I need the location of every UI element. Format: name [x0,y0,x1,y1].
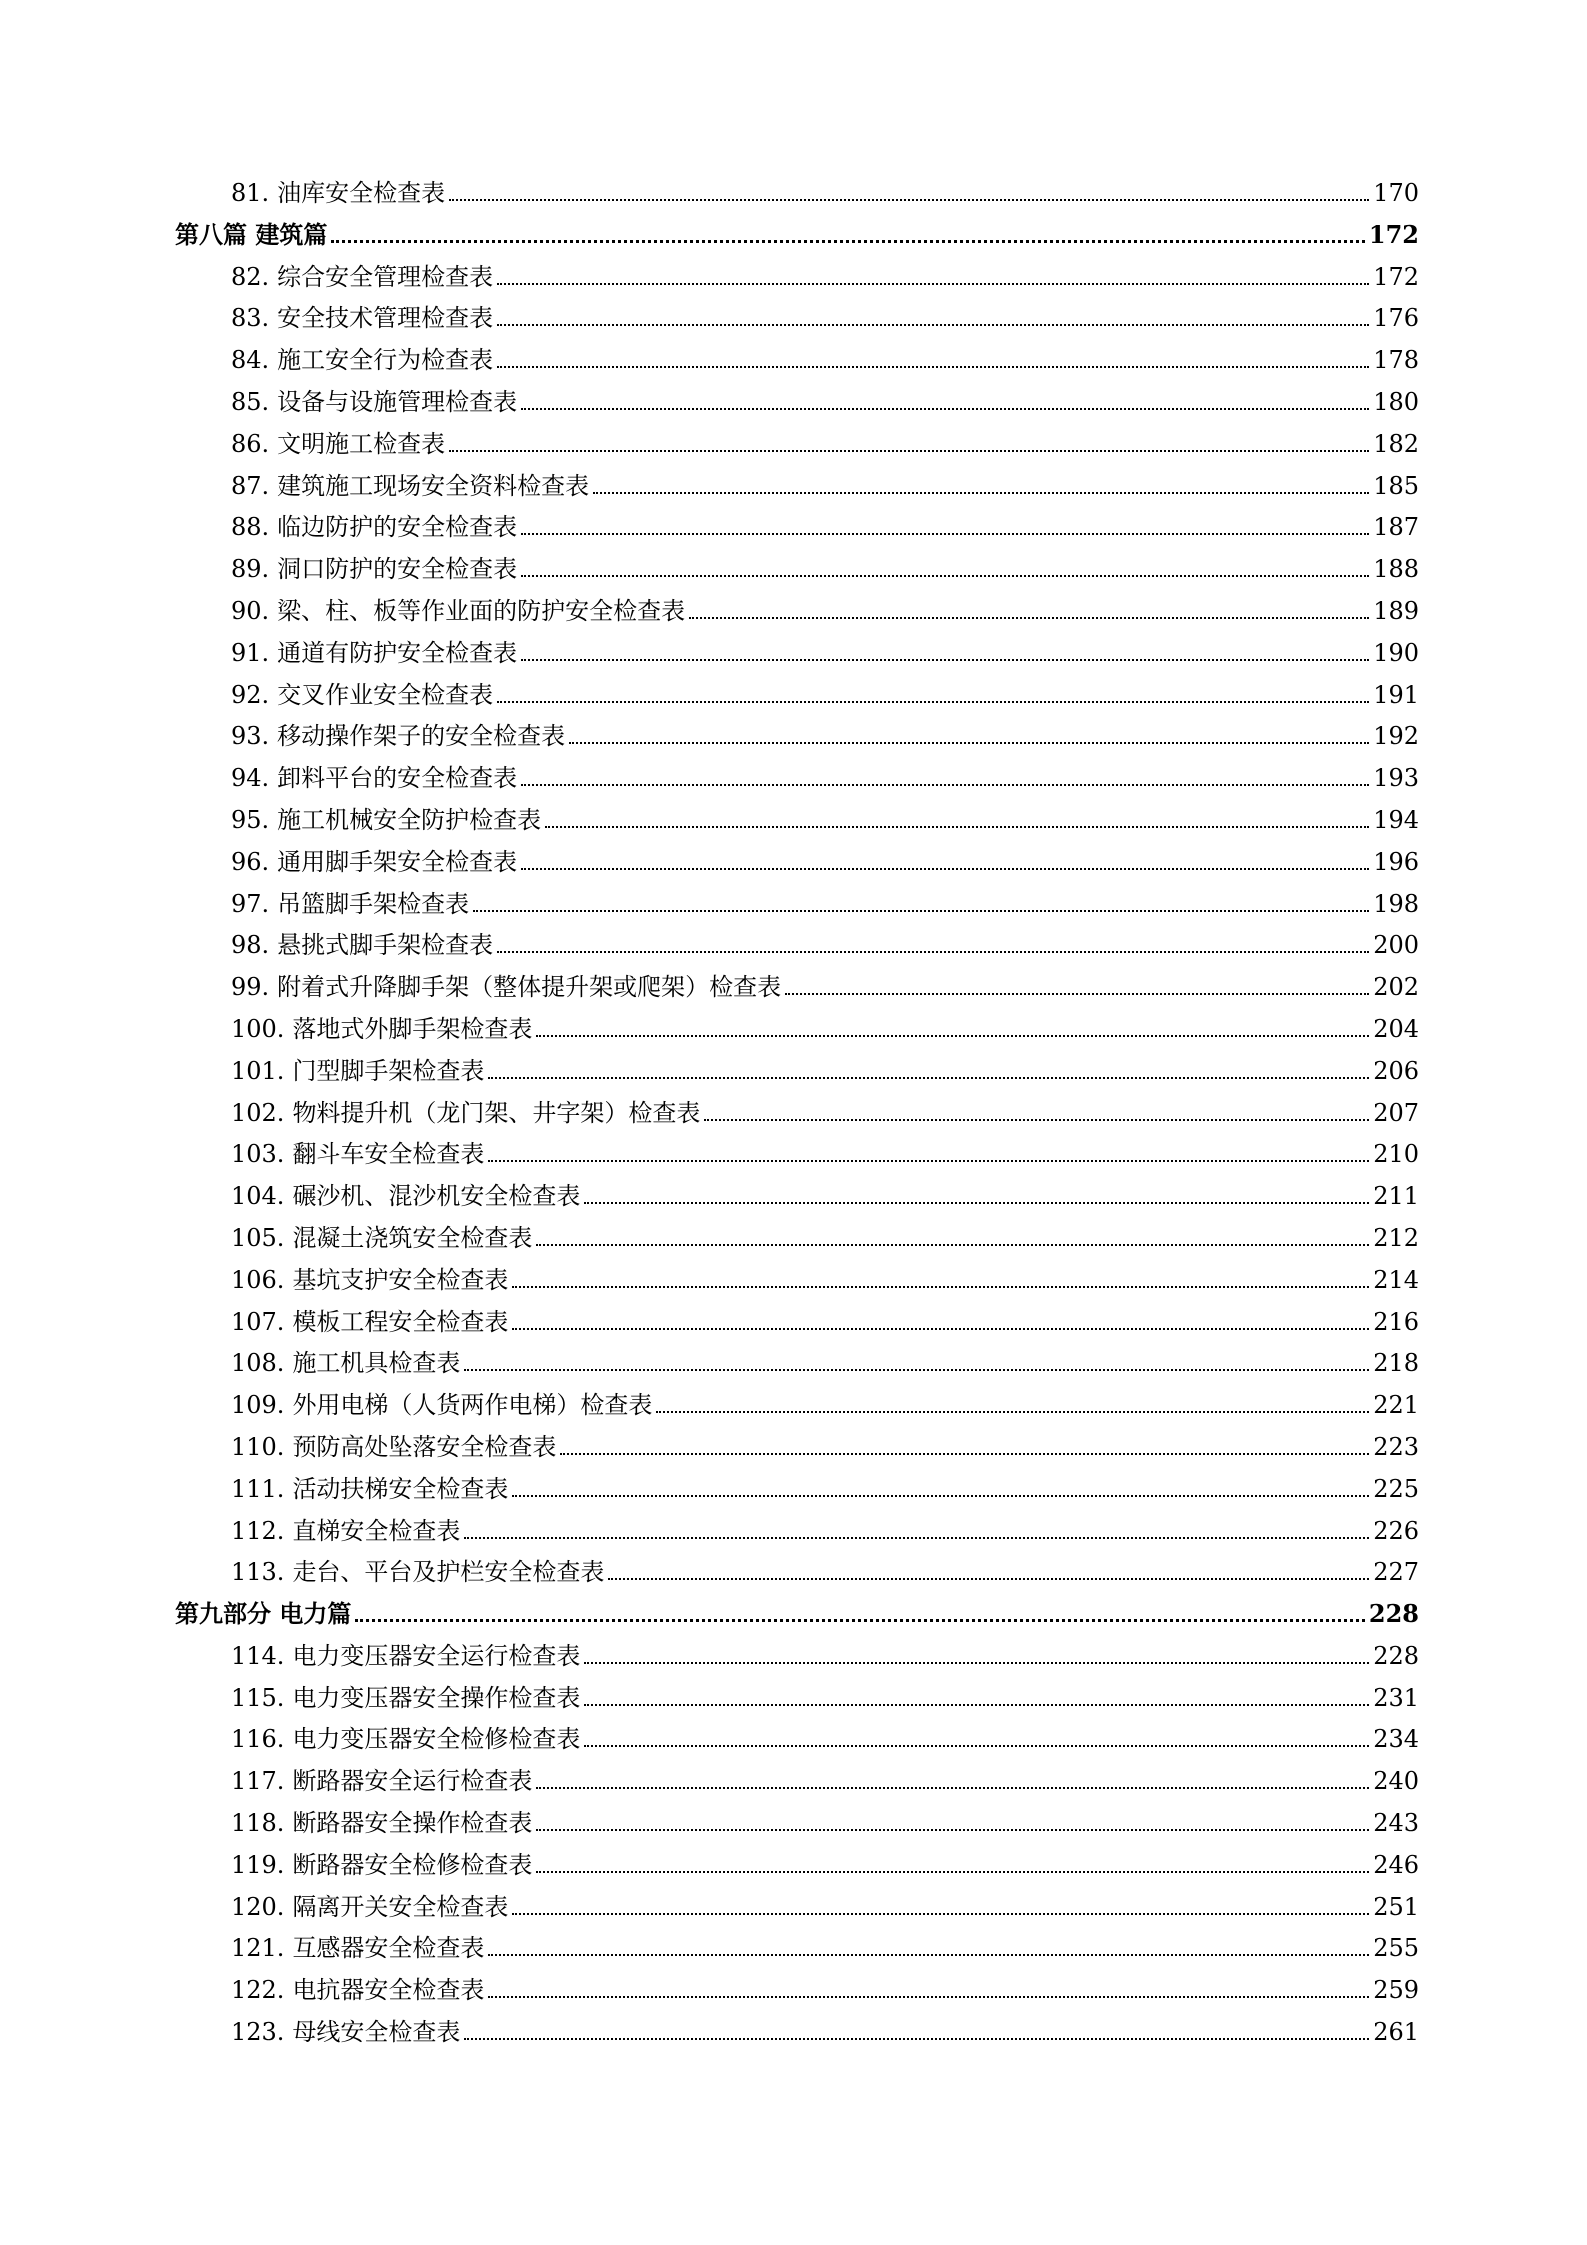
dot-leader [331,240,1365,243]
toc-entry[interactable] [175,1139,1419,1181]
toc-page-number: 191 [1373,680,1419,709]
dot-leader [584,1202,1369,1204]
toc-page-number: 170 [1373,179,1419,207]
toc-page-number: 178 [1373,346,1419,375]
toc-entry-title: 通用脚手架安全检查表 [277,847,518,876]
toc-entry[interactable] [175,1474,1419,1516]
toc-page-number: 207 [1373,1098,1419,1127]
dot-leader [521,408,1369,410]
dot-leader [785,993,1369,995]
toc-entry-label [175,387,517,417]
toc-page-number: 176 [1373,304,1419,333]
toc-page-number: 255 [1373,1934,1419,1963]
toc-entry-label [175,471,589,501]
toc-entry-number: 114. [231,1641,285,1670]
toc-entry-label [175,1348,460,1378]
toc-entry-title: 互感器安全检查表 [292,1934,485,1963]
toc-entry-number: 98. [231,931,270,960]
toc-entry-number: 122. [231,1976,285,2005]
toc-entry-label [175,262,493,292]
toc-page-number: 223 [1373,1432,1419,1461]
toc-entry-title: 预防高处坠落安全检查表 [292,1432,557,1461]
toc-entry-number: 91. [231,638,270,667]
toc-entry[interactable] [175,1641,1419,1683]
toc-entry-title: 母线安全检查表 [292,2018,461,2047]
toc-page-number: 212 [1373,1223,1419,1252]
toc-page-number: 228 [1368,1599,1419,1629]
toc-entry-label [175,721,565,751]
dot-leader [488,1077,1369,1079]
toc-entry-title: 电抗器安全检查表 [292,1976,485,2005]
toc-section-heading[interactable] [175,220,1419,262]
toc-entry-title: 混凝土浇筑安全检查表 [292,1223,533,1252]
toc-entry[interactable] [175,680,1419,722]
toc-entry-label [175,930,493,960]
toc-entry-title: 第八篇 建筑篇 [175,219,328,249]
toc-entry-label [175,1181,580,1211]
toc-entry[interactable] [175,847,1419,889]
toc-entry[interactable] [175,721,1419,763]
toc-entry[interactable] [175,554,1419,596]
toc-entry-number: 111. [231,1474,285,1503]
toc-page-number: 192 [1373,722,1419,751]
toc-entry-number: 104. [231,1182,285,1211]
toc-entry-number: 89. [231,555,270,584]
dot-leader [536,1035,1369,1037]
toc-entry-label [175,1766,532,1796]
toc-entry-number: 94. [231,764,270,793]
toc-entry-number: 105. [231,1223,285,1252]
toc-entry-title: 安全技术管理检查表 [277,304,494,333]
toc-page-number: 216 [1373,1307,1419,1336]
toc-page-number: 218 [1373,1349,1419,1378]
toc-entry-number: 118. [231,1809,285,1838]
toc-entry-number: 123. [231,2018,285,2047]
toc-entry-label [175,638,517,668]
toc-entry-number: 99. [231,973,270,1002]
toc-entry-label [175,1808,532,1838]
dot-leader [464,2038,1369,2040]
toc-entry-label [175,2017,460,2047]
toc-entry-number: 96. [231,847,270,876]
toc-entry-number: 100. [231,1014,285,1043]
toc-page-number: 240 [1373,1767,1419,1796]
dot-leader [521,575,1369,577]
toc-entry[interactable] [175,1181,1419,1223]
dot-leader [497,366,1369,368]
toc-entry-label [175,1641,580,1671]
dot-leader [488,1954,1369,1956]
toc-entry-number: 121. [231,1934,285,1963]
toc-entry-title: 外用电梯（人货两作电梯）检查表 [292,1391,653,1420]
dot-leader [464,1537,1369,1539]
toc-entry-title: 施工安全行为检查表 [277,346,494,375]
dot-leader [473,910,1369,912]
toc-entry-title: 设备与设施管理检查表 [277,387,518,416]
dot-leader [608,1578,1369,1580]
toc-entry-title: 施工机械安全防护检查表 [277,805,542,834]
dot-leader [355,1619,1365,1622]
toc-entry-label [175,1014,532,1044]
dot-leader [464,1369,1369,1371]
toc-page-number: 227 [1373,1558,1419,1587]
toc-entry[interactable] [175,1516,1419,1558]
toc-entry-number: 120. [231,1892,285,1921]
toc-page-number: 200 [1373,931,1419,960]
toc-entry-title: 直梯安全检查表 [292,1516,461,1545]
toc-entry[interactable] [175,1390,1419,1432]
toc-entry-label [175,429,445,459]
toc-entry[interactable] [175,345,1419,387]
dot-leader [536,1787,1369,1789]
toc-entry-title: 建筑施工现场安全资料检查表 [277,471,590,500]
toc-entry-title: 走台、平台及护栏安全检查表 [292,1558,605,1587]
toc-entry-label [175,1683,580,1713]
toc-page-number: 231 [1373,1683,1419,1712]
toc-entry-title: 通道有防护安全检查表 [277,638,518,667]
toc-entry-title: 梁、柱、板等作业面的防护安全检查表 [277,596,686,625]
dot-leader [488,1996,1369,1998]
dot-leader [521,868,1369,870]
toc-page-number: 189 [1373,596,1419,625]
toc-entry-label [175,1975,484,2005]
toc-entry[interactable] [175,1307,1419,1349]
toc-entry-label [175,512,517,542]
dot-leader [584,1704,1369,1706]
toc-entry-label [175,1516,460,1546]
dot-leader [512,1495,1369,1497]
toc-entry[interactable] [175,2017,1419,2059]
toc-entry[interactable] [175,1766,1419,1808]
dot-leader [584,1662,1369,1664]
dot-leader [497,324,1369,326]
dot-leader [497,283,1369,285]
toc-entry[interactable] [175,972,1419,1014]
toc-entry-label [175,1307,508,1337]
toc-page-number: 234 [1373,1725,1419,1754]
dot-leader [512,1913,1369,1915]
table-of-contents [175,178,1419,2059]
dot-leader [449,199,1369,201]
dot-leader [488,1160,1369,1162]
toc-entry-label [175,345,493,375]
toc-entry-label [175,1390,652,1420]
toc-entry-label [175,303,493,333]
toc-entry-title: 落地式外脚手架检查表 [292,1014,533,1043]
toc-entry-label [175,1474,508,1504]
toc-entry-title: 电力变压器安全运行检查表 [292,1641,581,1670]
toc-entry[interactable] [175,1265,1419,1307]
toc-page-number: 206 [1373,1056,1419,1085]
toc-page-number: 259 [1373,1976,1419,2005]
toc-entry-title: 电力变压器安全检修检查表 [292,1725,581,1754]
toc-entry[interactable] [175,889,1419,931]
toc-entry[interactable] [175,1557,1419,1599]
toc-entry-number: 109. [231,1391,285,1420]
dot-leader [569,742,1369,744]
toc-entry-number: 115. [231,1683,285,1712]
toc-entry-title: 吊篮脚手架检查表 [277,889,470,918]
toc-entry-label [175,763,517,793]
toc-entry-number: 116. [231,1725,285,1754]
toc-entry-label [175,1265,508,1295]
toc-entry[interactable] [175,1432,1419,1474]
dot-leader [536,1244,1369,1246]
toc-entry-label [175,972,781,1002]
toc-page-number: 190 [1373,638,1419,667]
toc-entry-title: 基坑支护安全检查表 [292,1265,509,1294]
toc-entry-title: 断路器安全操作检查表 [292,1809,533,1838]
toc-page-number: 210 [1373,1140,1419,1169]
toc-entry[interactable] [175,1348,1419,1390]
dot-leader [560,1453,1369,1455]
toc-entry-title: 悬挑式脚手架检查表 [277,931,494,960]
toc-entry-number: 82. [231,262,270,291]
toc-page-number: 172 [1368,219,1419,249]
toc-entry[interactable] [175,512,1419,554]
dot-leader [704,1119,1369,1121]
toc-entry-title: 翻斗车安全检查表 [292,1140,485,1169]
toc-page-number: 198 [1373,889,1419,918]
toc-page-number: 246 [1373,1850,1419,1879]
toc-entry-title: 卸料平台的安全检查表 [277,764,518,793]
toc-entry-title: 物料提升机（龙门架、井字架）检查表 [292,1098,701,1127]
toc-page-number: 188 [1373,555,1419,584]
toc-entry[interactable] [175,387,1419,429]
toc-entry-number: 108. [231,1349,285,1378]
toc-entry-label [175,889,469,919]
toc-entry[interactable] [175,1850,1419,1892]
toc-entry-number: 119. [231,1850,285,1879]
toc-entry-number: 81. [231,179,270,207]
toc-page-number: 214 [1373,1265,1419,1294]
toc-entry-label [175,1599,351,1629]
toc-entry-title: 交叉作业安全检查表 [277,680,494,709]
toc-entry-title: 断路器安全运行检查表 [292,1767,533,1796]
toc-entry-title: 油库安全检查表 [277,179,446,207]
toc-entry-label [175,805,541,835]
toc-page-number: 204 [1373,1014,1419,1043]
toc-entry[interactable] [175,1892,1419,1934]
toc-entry[interactable] [175,1933,1419,1975]
toc-entry-label [175,680,493,710]
toc-entry-title: 附着式升降脚手架（整体提升架或爬架）检查表 [277,973,782,1002]
toc-entry[interactable] [175,805,1419,847]
toc-entry-number: 102. [231,1098,285,1127]
toc-page-number: 182 [1373,429,1419,458]
toc-entry[interactable] [175,429,1419,471]
toc-entry-title: 门型脚手架检查表 [292,1056,485,1085]
toc-entry-title: 隔离开关安全检查表 [292,1892,509,1921]
toc-entry-label [175,1223,532,1253]
toc-page-number: 185 [1373,471,1419,500]
toc-entry-label [175,1139,484,1169]
dot-leader [536,1829,1369,1831]
dot-leader [656,1411,1369,1413]
dot-leader [497,951,1369,953]
toc-page-number: 251 [1373,1892,1419,1921]
dot-leader [512,1286,1369,1288]
toc-page-number: 226 [1373,1516,1419,1545]
toc-entry[interactable] [175,178,1419,220]
dot-leader [584,1745,1369,1747]
toc-entry-title: 碾沙机、混沙机安全检查表 [292,1182,581,1211]
toc-entry-number: 95. [231,805,270,834]
toc-entry-label [175,178,445,208]
toc-entry-title: 断路器安全检修检查表 [292,1850,533,1879]
toc-entry-label [175,1557,604,1587]
toc-entry-title: 综合安全管理检查表 [277,262,494,291]
dot-leader [521,784,1369,786]
toc-page-number: 187 [1373,513,1419,542]
toc-page-number: 261 [1373,2018,1419,2047]
toc-page-number: 202 [1373,973,1419,1002]
dot-leader [521,533,1369,535]
toc-page-number: 193 [1373,764,1419,793]
toc-entry[interactable] [175,1014,1419,1056]
toc-entry-label [175,1724,580,1754]
toc-entry-number: 88. [231,513,270,542]
toc-entry-label [175,1432,556,1462]
toc-entry-title: 模板工程安全检查表 [292,1307,509,1336]
toc-entry-number: 110. [231,1432,285,1461]
toc-page-number: 225 [1373,1474,1419,1503]
toc-entry-number: 85. [231,387,270,416]
dot-leader [545,826,1369,828]
toc-entry-number: 93. [231,722,270,751]
toc-page-number: 243 [1373,1809,1419,1838]
toc-entry-number: 103. [231,1140,285,1169]
toc-page-number: 196 [1373,847,1419,876]
toc-entry[interactable] [175,1056,1419,1098]
toc-entry-label [175,1098,700,1128]
toc-entry-number: 113. [231,1558,285,1587]
toc-entry-number: 90. [231,596,270,625]
toc-section-heading[interactable] [175,1599,1419,1641]
toc-entry-number: 117. [231,1767,285,1796]
toc-entry-title: 洞口防护的安全检查表 [277,555,518,584]
toc-page-number: 172 [1373,262,1419,291]
dot-leader [593,492,1369,494]
toc-entry[interactable] [175,1098,1419,1140]
toc-entry-label [175,847,517,877]
toc-entry[interactable] [175,471,1419,513]
toc-page-number: 221 [1373,1391,1419,1420]
toc-entry-label [175,220,327,250]
toc-entry[interactable] [175,262,1419,304]
toc-entry-title: 临边防护的安全检查表 [277,513,518,542]
toc-entry[interactable] [175,1223,1419,1265]
dot-leader [449,450,1369,452]
toc-entry-number: 101. [231,1056,285,1085]
toc-entry-number: 107. [231,1307,285,1336]
toc-entry-title: 移动操作架子的安全检查表 [277,722,566,751]
toc-entry-number: 92. [231,680,270,709]
toc-entry-number: 86. [231,429,270,458]
dot-leader [521,659,1369,661]
toc-page-number: 194 [1373,805,1419,834]
toc-entry-label [175,1933,484,1963]
toc-entry-title: 第九部分 电力篇 [175,1599,352,1629]
toc-entry-title: 电力变压器安全操作检查表 [292,1683,581,1712]
toc-entry-title: 施工机具检查表 [292,1349,461,1378]
toc-entry-title: 活动扶梯安全检查表 [292,1474,509,1503]
toc-entry-label [175,554,517,584]
toc-entry[interactable] [175,303,1419,345]
toc-entry-label [175,1850,532,1880]
dot-leader [497,701,1369,703]
dot-leader [689,617,1369,619]
toc-entry[interactable] [175,930,1419,972]
toc-entry-number: 97. [231,889,270,918]
toc-entry-number: 87. [231,471,270,500]
toc-entry-label [175,596,685,626]
toc-entry[interactable] [175,1808,1419,1850]
toc-entry-number: 112. [231,1516,285,1545]
toc-entry[interactable] [175,596,1419,638]
dot-leader [536,1871,1369,1873]
toc-entry-number: 83. [231,304,270,333]
toc-entry-label [175,1056,484,1086]
toc-entry-title: 文明施工检查表 [277,429,446,458]
toc-entry[interactable] [175,1724,1419,1766]
toc-entry[interactable] [175,1975,1419,2017]
dot-leader [512,1328,1369,1330]
toc-page-number: 228 [1373,1641,1419,1670]
toc-page-number: 211 [1373,1182,1419,1211]
toc-entry[interactable] [175,1683,1419,1725]
toc-entry[interactable] [175,763,1419,805]
toc-entry[interactable] [175,638,1419,680]
toc-entry-number: 106. [231,1265,285,1294]
toc-entry-label [175,1892,508,1922]
toc-entry-number: 84. [231,346,270,375]
toc-page-number: 180 [1373,387,1419,416]
